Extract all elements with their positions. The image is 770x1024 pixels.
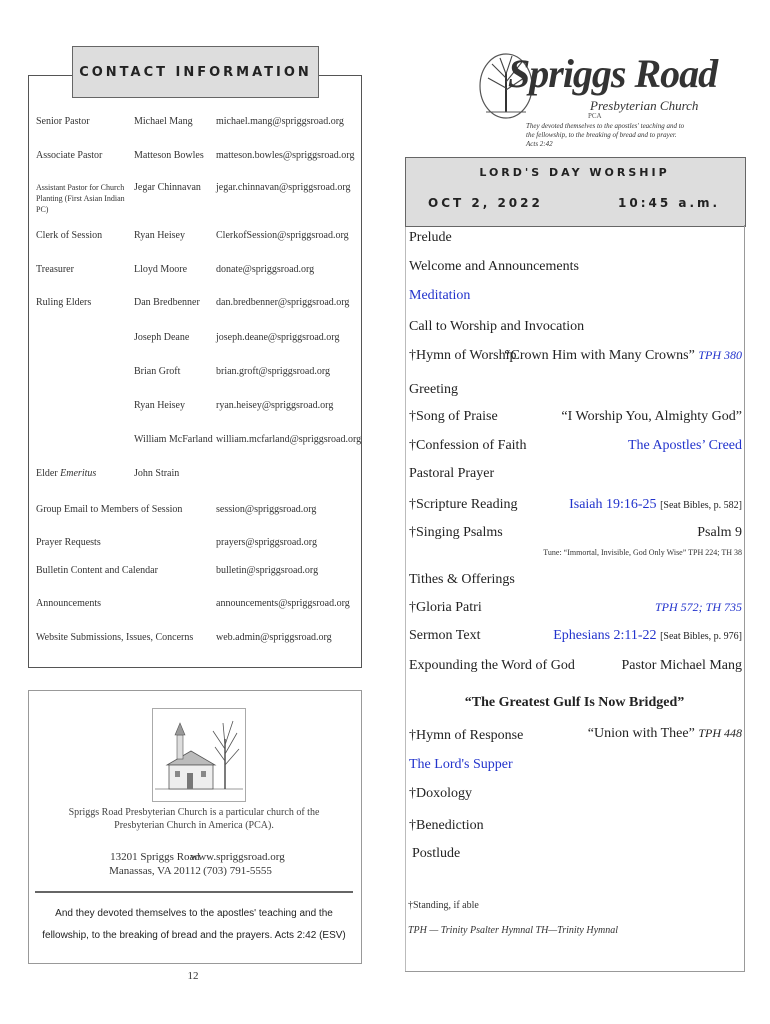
contact-name: Joseph Deane xyxy=(134,332,190,343)
item-sermon-text: Sermon Text xyxy=(409,628,481,643)
logo-verse: They devoted themselves to the apostles' teaching and to the fellowship, to the breaking of bread and to prayer. Acts 2:42 xyxy=(526,122,685,148)
item-hymn-of-response: †Hymn of Response xyxy=(409,728,524,743)
scripture-link[interactable]: Isaiah 19:16-25 xyxy=(569,497,657,512)
contact-role: Elder Emeritus xyxy=(36,468,97,479)
contact-role: Senior Pastor xyxy=(36,116,90,127)
contact-email[interactable]: william.mcfarland@spriggsroad.org xyxy=(216,434,362,445)
item-song-of-praise: †Song of Praise xyxy=(409,409,498,424)
phone-number: (703) 791-5555 xyxy=(203,865,272,877)
contact-email[interactable]: ClerkofSession@spriggsroad.org xyxy=(216,230,349,241)
item-benediction: †Benediction xyxy=(409,818,484,833)
item-gloria-patri: †Gloria Patri xyxy=(409,600,482,615)
logo-pca: PCA xyxy=(588,112,602,120)
sermon-link[interactable]: Ephesians 2:11-22 xyxy=(553,628,657,643)
item-call-to-worship: Call to Worship and Invocation xyxy=(409,319,585,334)
contact-email[interactable]: ryan.heisey@spriggsroad.org xyxy=(216,400,334,411)
item-prelude: Prelude xyxy=(409,230,452,245)
church-contact-web xyxy=(190,850,285,878)
item-welcome: Welcome and Announcements xyxy=(409,259,579,274)
contact-name: Dan Bredbenner xyxy=(134,297,200,308)
contact-email[interactable]: michael.mang@spriggsroad.org xyxy=(216,116,344,127)
contact-email[interactable]: matteson.bowles@spriggsroad.org xyxy=(216,150,355,161)
scripture-detail: Isaiah 19:16-25 [Seat Bibles, p. 582] xyxy=(569,497,742,512)
song-of-praise-title: “I Worship You, Almighty God” xyxy=(561,409,742,424)
contact-email[interactable]: jegar.chinnavan@spriggsroad.org xyxy=(216,182,351,193)
item-tithes: Tithes & Offerings xyxy=(409,572,515,587)
website-link[interactable]: www.spriggsroad.org xyxy=(190,851,285,863)
item-postlude: Postlude xyxy=(412,846,461,861)
item-lords-supper[interactable]: The Lord's Supper xyxy=(409,757,513,772)
contact-email[interactable]: brian.groft@spriggsroad.org xyxy=(216,366,331,377)
hymnal-abbreviations-note: TPH — Trinity Psalter Hymnal TH—Trinity Hymnal xyxy=(408,925,619,936)
confession-link[interactable]: The Apostles’ Creed xyxy=(627,438,742,453)
contact-role: Associate Pastor xyxy=(36,150,103,161)
hymn-of-worship-detail: “Crown Him with Many Crowns” TPH 380 xyxy=(504,348,742,363)
contact-email[interactable]: web.admin@spriggsroad.org xyxy=(216,632,332,643)
contact-name: Ryan Heisey xyxy=(134,230,185,241)
logo-subtitle: Presbyterian Church xyxy=(590,98,699,113)
contact-email[interactable]: announcements@spriggsroad.org xyxy=(216,598,350,609)
church-description: Spriggs Road Presbyterian Church is a particular church of the Presbyterian Church in America (PCA). xyxy=(68,807,320,831)
contact-role: Clerk of Session xyxy=(36,230,103,241)
contact-role: Announcements xyxy=(36,598,101,609)
contact-name: Brian Groft xyxy=(134,366,181,377)
contact-email[interactable]: joseph.deane@spriggsroad.org xyxy=(216,332,340,343)
contact-role: Bulletin Content and Calendar xyxy=(36,565,158,576)
hymn-of-response-detail: “Union with Thee” TPH 448 xyxy=(587,726,742,741)
item-hymn-of-worship: †Hymn of Worship xyxy=(409,348,517,363)
contact-name: Jegar Chinnavan xyxy=(134,182,201,193)
item-greeting: Greeting xyxy=(409,382,458,397)
worship-date: OCT 2, 2022 xyxy=(428,196,543,210)
contact-name: Lloyd Moore xyxy=(134,264,188,275)
item-scripture-reading: †Scripture Reading xyxy=(409,497,518,512)
item-pastoral-prayer: Pastoral Prayer xyxy=(409,466,495,481)
contact-name: Michael Mang xyxy=(134,116,193,127)
divider xyxy=(35,891,353,893)
contact-role: Group Email to Members of Session xyxy=(36,504,183,515)
contact-email[interactable]: bulletin@spriggsroad.org xyxy=(216,565,319,576)
contact-email[interactable]: donate@spriggsroad.org xyxy=(216,264,315,275)
contact-email[interactable]: dan.bredbenner@spriggsroad.org xyxy=(216,297,350,308)
contact-role: Treasurer xyxy=(36,264,74,275)
psalm-tune: Tune: “Immortal, Invisible, God Only Wise” TPH 224; TH 38 xyxy=(543,548,742,557)
item-expounding: Expounding the Word of God xyxy=(409,658,575,673)
contact-title: CONTACT INFORMATION xyxy=(72,46,319,98)
contact-name: William McFarland xyxy=(134,434,213,445)
contact-name: John Strain xyxy=(134,468,180,479)
contact-email[interactable]: session@spriggsroad.org xyxy=(216,504,317,515)
contact-role: Assistant Pastor for Church Planting (First Asian Indian PC) xyxy=(36,183,125,214)
contact-role: Prayer Requests xyxy=(36,537,101,548)
item-doxology: †Doxology xyxy=(409,786,472,801)
divider xyxy=(405,227,406,971)
worship-heading: LORD'S DAY WORSHIP xyxy=(479,166,670,179)
logo-title: Spriggs Road xyxy=(508,51,718,96)
psalm-number: Psalm 9 xyxy=(697,525,742,540)
preacher: Pastor Michael Mang xyxy=(621,658,742,673)
contact-box-border xyxy=(28,75,72,76)
standing-note: †Standing, if able xyxy=(408,900,479,911)
church-address: 13201 Spriggs Road Manassas, VA 20112 xyxy=(109,851,201,877)
sermon-title: “The Greatest Gulf Is Now Bridged” xyxy=(464,695,685,710)
contact-role: Website Submissions, Issues, Concerns xyxy=(36,632,194,643)
acts-verse: And they devoted themselves to the apostles' teaching and the fellowship, to the breaking of bread and the prayers. Acts 2:42 (ESV) xyxy=(42,908,346,941)
worship-time: 10:45 a.m. xyxy=(618,196,721,210)
contact-name: Ryan Heisey xyxy=(134,400,185,411)
item-confession: †Confession of Faith xyxy=(409,438,527,453)
contact-email[interactable]: prayers@spriggsroad.org xyxy=(216,537,317,548)
contact-role: Ruling Elders xyxy=(36,297,92,308)
page-number: 12 xyxy=(187,970,199,982)
sermon-text-detail: Ephesians 2:11-22 [Seat Bibles, p. 976] xyxy=(553,628,742,643)
item-singing-psalms: †Singing Psalms xyxy=(409,525,503,540)
item-meditation[interactable]: Meditation xyxy=(409,288,471,303)
church-photo xyxy=(152,708,246,802)
contact-box-border xyxy=(317,75,361,76)
contact-name: Matteson Bowles xyxy=(134,150,204,161)
gloria-ref: TPH 572; TH 735 xyxy=(654,600,742,614)
